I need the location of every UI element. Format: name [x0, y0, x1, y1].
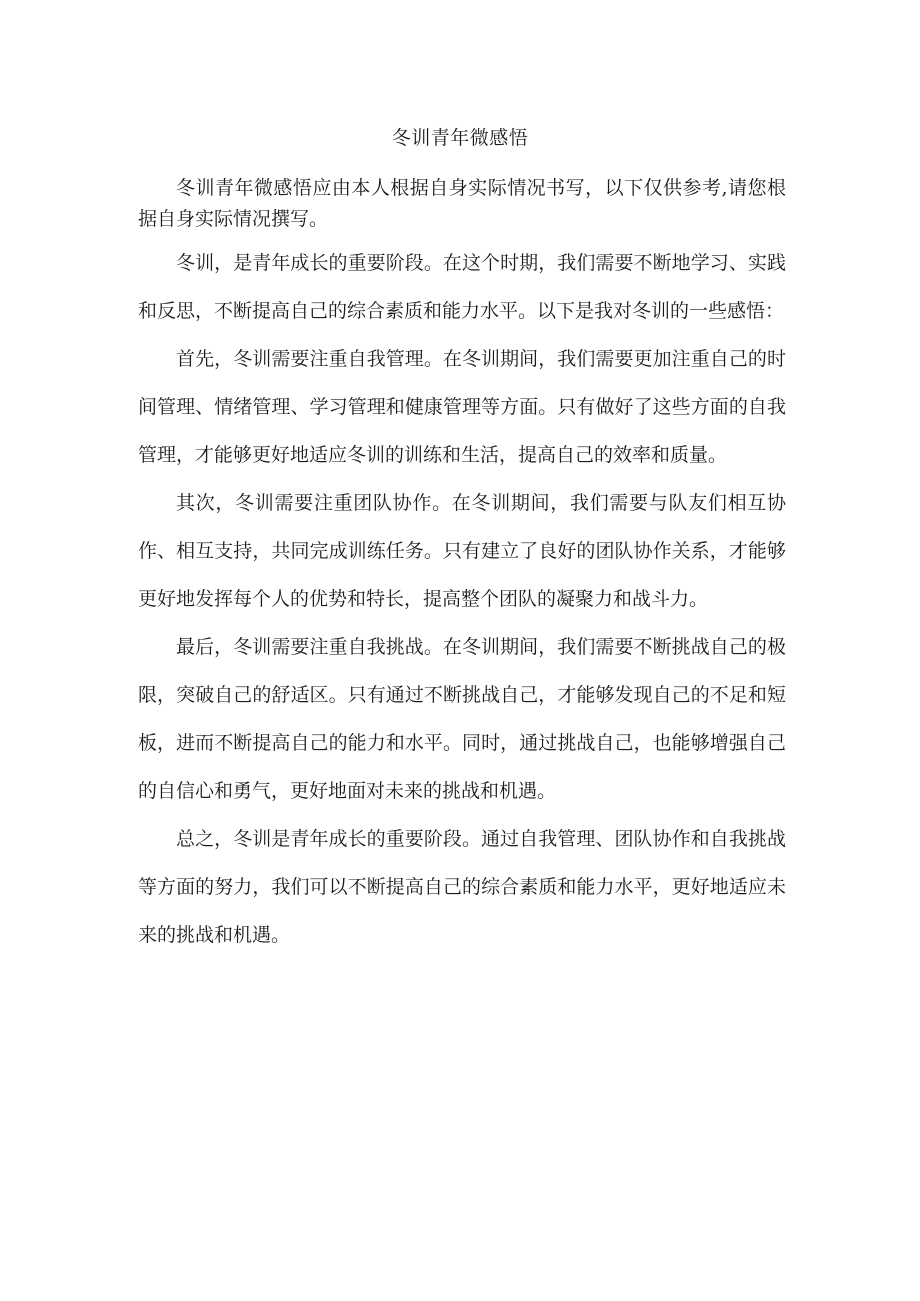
paragraph-5: 总之，冬训是青年成长的重要阶段。通过自我管理、团队协作和自我挑战等方面的努力，我们可以不断提高自己的综合素质和能力水平，更好地适应未来的挑战和机遇。 [138, 828, 786, 946]
page-title: 冬训青年微感悟 [391, 127, 529, 149]
document-body [138, 239, 786, 959]
intro-note: 冬训青年微感悟应由本人根据自身实际情况书写，以下仅供参考,请您根据自身实际情况撰写。 [138, 177, 786, 230]
paragraph-1: 冬训，是青年成长的重要阶段。在这个时期，我们需要不断地学习、实践和反思，不断提高自己的综合素质和能力水平。以下是我对冬训的一些感悟： [138, 252, 786, 322]
paragraph-2: 首先，冬训需要注重自我管理。在冬训期间，我们需要更加注重自己的时间管理、情绪管理、学习管理和健康管理等方面。只有做好了这些方面的自我管理，才能够更好地适应冬训的训练和生活，提高自己的效率和质量。 [138, 348, 786, 466]
paragraph-3: 其次，冬训需要注重团队协作。在冬训期间，我们需要与队友们相互协作、相互支持，共同完成训练任务。只有建立了良好的团队协作关系，才能够更好地发挥每个人的优势和特长，提高整个团队的凝聚力和战斗力。 [138, 492, 786, 610]
paragraph-4: 最后，冬训需要注重自我挑战。在冬训期间，我们需要不断挑战自己的极限，突破自己的舒适区。只有通过不断挑战自己，才能够发现自己的不足和短板，进而不断提高自己的能力和水平。同时，通过挑战自己，也能够增强自己的自信心和勇气，更好地面对未来的挑战和机遇。 [138, 636, 786, 802]
